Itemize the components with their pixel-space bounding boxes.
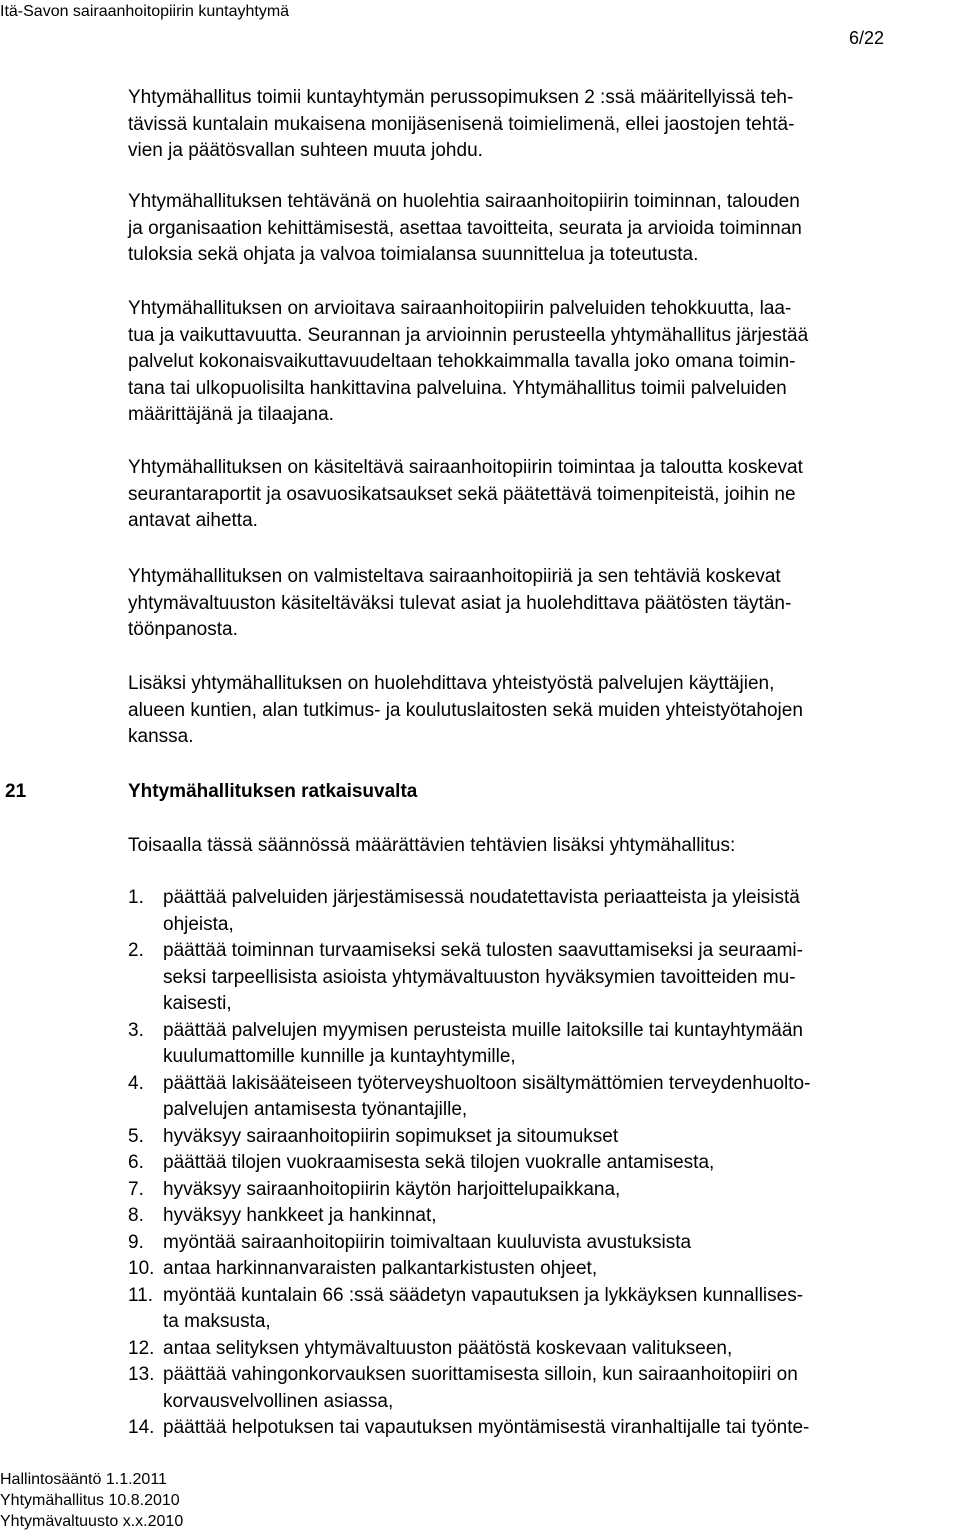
list-item-number: 6. [128, 1152, 144, 1173]
paragraph [128, 455, 803, 535]
list-item [128, 1283, 958, 1336]
footer-line: Yhtymävaltuusto x.x.2010 [0, 1513, 184, 1530]
paragraph [128, 564, 791, 644]
footer-line: Yhtymähallitus 10.8.2010 [0, 1492, 180, 1509]
list-item-text: myöntää sairaanhoitopiirin toimivaltaan kuuluvista avustuksista [163, 1231, 692, 1253]
text-line: tua ja vaikuttavuutta. Seurannan ja arvioinnin perusteella yhtymähallitus järjestää [128, 324, 809, 346]
paragraph [128, 296, 808, 429]
list-item-number: 2. [128, 940, 144, 961]
list-item [128, 1071, 958, 1124]
list-item-text: päättää lakisääteiseen työterveyshuoltoon sisältymättömien terveydenhuolto- [163, 1072, 811, 1094]
list-item-text: päättää palveluiden järjestämisessä noudatettavista periaatteista ja yleisistä [163, 887, 800, 908]
list-item-text: päättää vahingonkorvauksen suorittamisesta silloin, kun sairaanhoitopiiri on [163, 1364, 798, 1385]
list-item-text: antaa selityksen yhtymävaltuuston päätöstä koskevaan valitukseen, [163, 1337, 733, 1359]
list-item [128, 1203, 958, 1230]
text-line: palvelut kokonaisvaikuttavuudeltaan tehokkaimmalla tavalla joko omana toimin- [128, 351, 796, 372]
list-item-text: päättää toiminnan turvaamiseksi sekä tulosten saavuttamiseksi ja seuraami- [163, 940, 803, 961]
list-item-number: 7. [128, 1178, 144, 1200]
list-item-number: 14. [128, 1417, 155, 1438]
list-item [128, 938, 958, 1018]
text-line: määrittäjänä ja tilaajana. [128, 404, 334, 425]
list-item-number: 13. [128, 1364, 155, 1385]
list-item-text: ta maksusta, [163, 1311, 271, 1332]
list-item-text: päättää tilojen vuokraamisesta sekä tilojen vuokralle antamisesta, [163, 1152, 715, 1173]
list-item [128, 1150, 958, 1177]
list-item [128, 1336, 958, 1363]
section-number: 21 [5, 781, 27, 802]
list-item-text: päättää palvelujen myymisen perusteista muille laitoksille tai kuntayhtymään [163, 1019, 803, 1041]
text-line: töönpanosta. [128, 619, 238, 640]
document-header-organization: Itä-Savon sairaanhoitopiirin kuntayhtymä [0, 3, 290, 20]
list-item-number: 9. [128, 1231, 144, 1253]
text-line: tuloksia sekä ohjata ja valvoa toimialansa suunnittelua ja toteutusta. [128, 244, 699, 265]
text-line: Yhtymähallituksen on käsiteltävä sairaanhoitopiirin toimintaa ja taloutta koskevat [128, 457, 803, 478]
numbered-list [128, 885, 958, 1442]
list-item-text: ohjeista, [163, 913, 234, 935]
text-line: antavat aihetta. [128, 510, 258, 531]
list-item-number: 8. [128, 1205, 144, 1226]
list-item [128, 1362, 958, 1415]
text-line: tävissä kuntalain mukaisena monijäsenisenä toimielimenä, ellei jaostojen tehtä- [128, 113, 795, 135]
text-line: Lisäksi yhtymähallituksen on huolehdittava yhteistyöstä palvelujen käyttäjien, [128, 673, 775, 694]
page-number: 6/22 [848, 28, 884, 48]
document-footer [0, 1469, 183, 1532]
paragraph [128, 671, 803, 751]
list-item-text: kuulumattomille kunnille ja kuntayhtymille, [163, 1046, 516, 1067]
list-item [128, 1177, 958, 1204]
list-item-number: 10. [128, 1258, 155, 1279]
list-item [128, 1230, 958, 1257]
list-item [128, 1415, 958, 1442]
list-item-number: 1. [128, 887, 144, 908]
text-line: tana tai ulkopuolisilta hankittavina palveluina. Yhtymähallitus toimii palveluiden [128, 377, 787, 399]
paragraph [128, 189, 802, 269]
list-item-number: 11. [128, 1284, 154, 1306]
list-item-text: antaa harkinnanvaraisten palkantarkistusten ohjeet, [163, 1258, 598, 1279]
footer-line: Hallintosääntö 1.1.2011 [0, 1471, 167, 1488]
text-line: kanssa. [128, 726, 194, 747]
list-item-text: korvausvelvollinen asiassa, [163, 1390, 394, 1412]
text-line: Yhtymähallitus toimii kuntayhtymän perussopimuksen 2 :ssä määritellyissä teh- [128, 87, 794, 108]
section-intro: Toisaalla tässä säännössä määrättävien tehtävien lisäksi yhtymähallitus: [128, 835, 736, 856]
list-item-number: 12. [128, 1337, 155, 1359]
text-line: vien ja päätösvallan suhteen muuta johdu. [128, 140, 483, 161]
text-line: yhtymävaltuuston käsiteltäväksi tulevat asiat ja huolehdittava päätösten täytän- [128, 592, 792, 614]
list-item [128, 885, 958, 938]
list-item-text: päättää helpotuksen tai vapautuksen myöntämisestä viranhaltijalle tai työnte- [163, 1417, 810, 1438]
list-item-number: 3. [128, 1019, 144, 1041]
list-item-text: hyväksyy sairaanhoitopiirin käytön harjoittelupaikkana, [163, 1178, 621, 1200]
list-item [128, 1124, 958, 1151]
list-item-text: kaisesti, [163, 993, 232, 1014]
list-item-text: seksi tarpeellisista asioista yhtymävaltuuston hyväksymien tavoitteiden mu- [163, 966, 796, 988]
text-line: Yhtymähallituksen on arvioitava sairaanhoitopiirin palveluiden tehokkuutta, laa- [128, 298, 792, 319]
text-line: Yhtymähallituksen on valmisteltava sairaanhoitopiiriä ja sen tehtäviä koskevat [128, 566, 781, 587]
text-line: alueen kuntien, alan tutkimus- ja koulutuslaitosten sekä muiden yhteistyötahojen [128, 699, 803, 721]
list-item [128, 1018, 958, 1071]
list-item-text: myöntää kuntalain 66 :ssä säädetyn vapautuksen ja lykkäyksen kunnallises- [163, 1284, 804, 1306]
list-item-number: 4. [128, 1072, 144, 1094]
section-title: Yhtymähallituksen ratkaisuvalta [128, 781, 418, 802]
list-item [128, 1256, 958, 1283]
text-line: seurantaraportit ja osavuosikatsaukset sekä päätettävä toimenpiteistä, joihin ne [128, 483, 796, 505]
list-item-text: hyväksyy hankkeet ja hankinnat, [163, 1205, 437, 1226]
text-line: Yhtymähallituksen tehtävänä on huolehtia sairaanhoitopiirin toiminnan, talouden [128, 191, 800, 212]
list-item-text: hyväksyy sairaanhoitopiirin sopimukset ja sitoumukset [163, 1125, 619, 1147]
paragraph [128, 85, 794, 165]
list-item-number: 5. [128, 1125, 144, 1147]
list-item-text: palvelujen antamisesta työnantajille, [163, 1099, 468, 1120]
text-line: ja organisaation kehittämisestä, asettaa tavoitteita, seurata ja arvioida toiminnan [128, 217, 802, 239]
